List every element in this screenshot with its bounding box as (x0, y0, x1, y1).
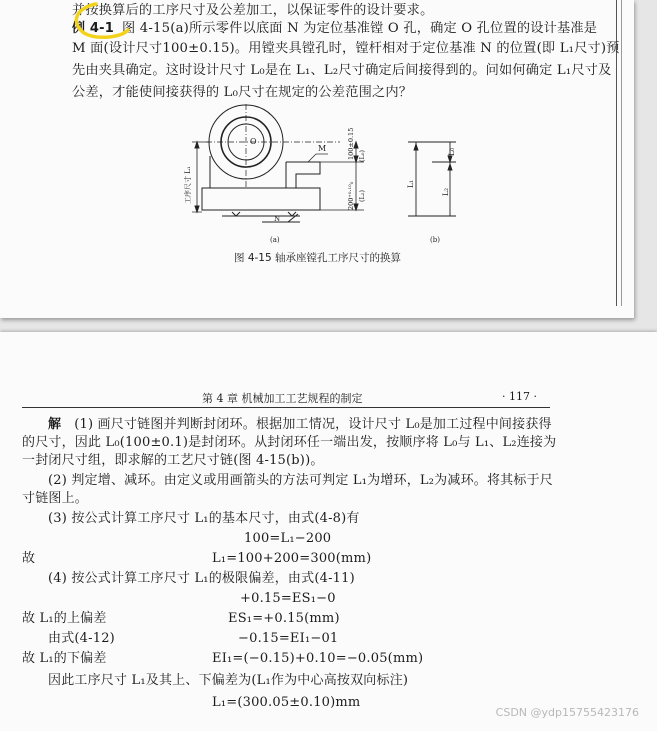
text-line: 公差，才能使间接获得的 L₀尺寸在规定的公差范围之内？ (72, 85, 413, 100)
equation: +0.15=ES₁−0 (240, 591, 336, 606)
text-line: 的尺寸，因此 L₀(100±0.1)是封闭环。从封闭环任一端出发，按顺序将 L₀与 L₁、L₂连接为 (22, 435, 557, 450)
equation-prefix: 故 L₁的上偏差 (22, 611, 107, 626)
solution-step-2: (2) 判定增、减环。由定义或用画箭头的方法可判定 L₁为增环，L₂为减环。将其标于尺 (48, 473, 553, 488)
text-line: M 面(设计尺寸100±0.15)。用镗夹具镗孔时，镗杆相对于定位基准 N 的位置(即 L₁尺寸)预 (72, 41, 620, 56)
text-line: 一封闭尺寸组，即求解的工艺尺寸链(图 4-15(b))。 (22, 453, 324, 468)
figure-4-15 (170, 104, 470, 264)
dim-l2: (L₂) (358, 190, 366, 202)
header-rule (22, 407, 550, 408)
equation: ES₁=+0.15(mm) (228, 611, 340, 626)
equation: EI₁=(−0.15)+0.10=−0.05(mm) (212, 651, 424, 666)
dim-100: 100±0.15 (347, 127, 355, 160)
solution-step-1: 解 (1) 画尺寸链图并判断封闭环。根据加工情况，设计尺寸 L₀是加工过程中间接获得 (48, 417, 552, 432)
dim-l0: (L₀) (358, 150, 366, 162)
example-line (72, 20, 597, 38)
label-o: O (250, 137, 257, 146)
solution-label: 解 (48, 417, 62, 432)
equation: L₁=100+200=300(mm) (212, 551, 372, 566)
label-m: M (318, 144, 327, 153)
solution-step-3: (3) 按公式计算工序尺寸 L₁的基本尺寸，由式(4-8)有 (48, 511, 360, 526)
equation-prefix: 故 (22, 551, 36, 566)
equation-prefix: 故 L₁的下偏差 (22, 651, 107, 666)
running-header-chapter: 第 4 章 机械加工工艺规程的制定 (202, 392, 363, 405)
subfigure-b-label: (b) (430, 236, 440, 244)
text-line: 图 4-15(a)所示零件以底面 N 为定位基准镗 O 孔，确定 O 孔位置的设计基准是 (122, 21, 598, 36)
text-line: 因此工序尺寸 L₁及其上、下偏差为(L₁作为中心高按双向标注) (48, 673, 409, 688)
watermark: CSDN @ydp15755423176 (495, 706, 639, 719)
top-page (0, 0, 634, 318)
chain-l1: L₁ (406, 180, 415, 188)
part-drawing (192, 104, 364, 222)
dim-l1: 工序尺寸 L₁ (184, 166, 192, 204)
equation: −0.15=EI₁−01 (238, 631, 339, 646)
text-line: 寸链图上。 (22, 491, 89, 506)
example-label: 例 4-1 (72, 21, 115, 36)
figure-caption: 图 4-15 轴承座镗孔工序尺寸的换算 (234, 252, 402, 264)
subfigure-a-label: (a) (270, 236, 280, 244)
chain-l0: L₀ (447, 148, 456, 156)
equation: L₁=(300.05±0.10)mm (212, 695, 361, 710)
solution-step-4: (4) 按公式计算工序尺寸 L₁的极限偏差，由式(4-11) (48, 571, 355, 586)
equation: 100=L₁−200 (244, 531, 332, 546)
page-number: · 117 · (502, 390, 537, 403)
text-line: 并按换算后的工序尺寸及公差加工，以保证零件的设计要求。 (72, 3, 434, 18)
bottom-page (0, 332, 657, 731)
equation-prefix: 由式(4-12) (48, 631, 115, 646)
text-line: 先由夹具确定。这时设计尺寸 L₀是在 L₁、L₂尺寸确定后间接得到的。问如何确定 L₁尺寸及 (72, 63, 612, 78)
page-edge-line (621, 0, 622, 306)
dim-200: 200⁺⁰·¹⁰₀ (347, 181, 355, 210)
label-n: N (274, 215, 281, 223)
chain-l2: L₂ (441, 188, 450, 196)
